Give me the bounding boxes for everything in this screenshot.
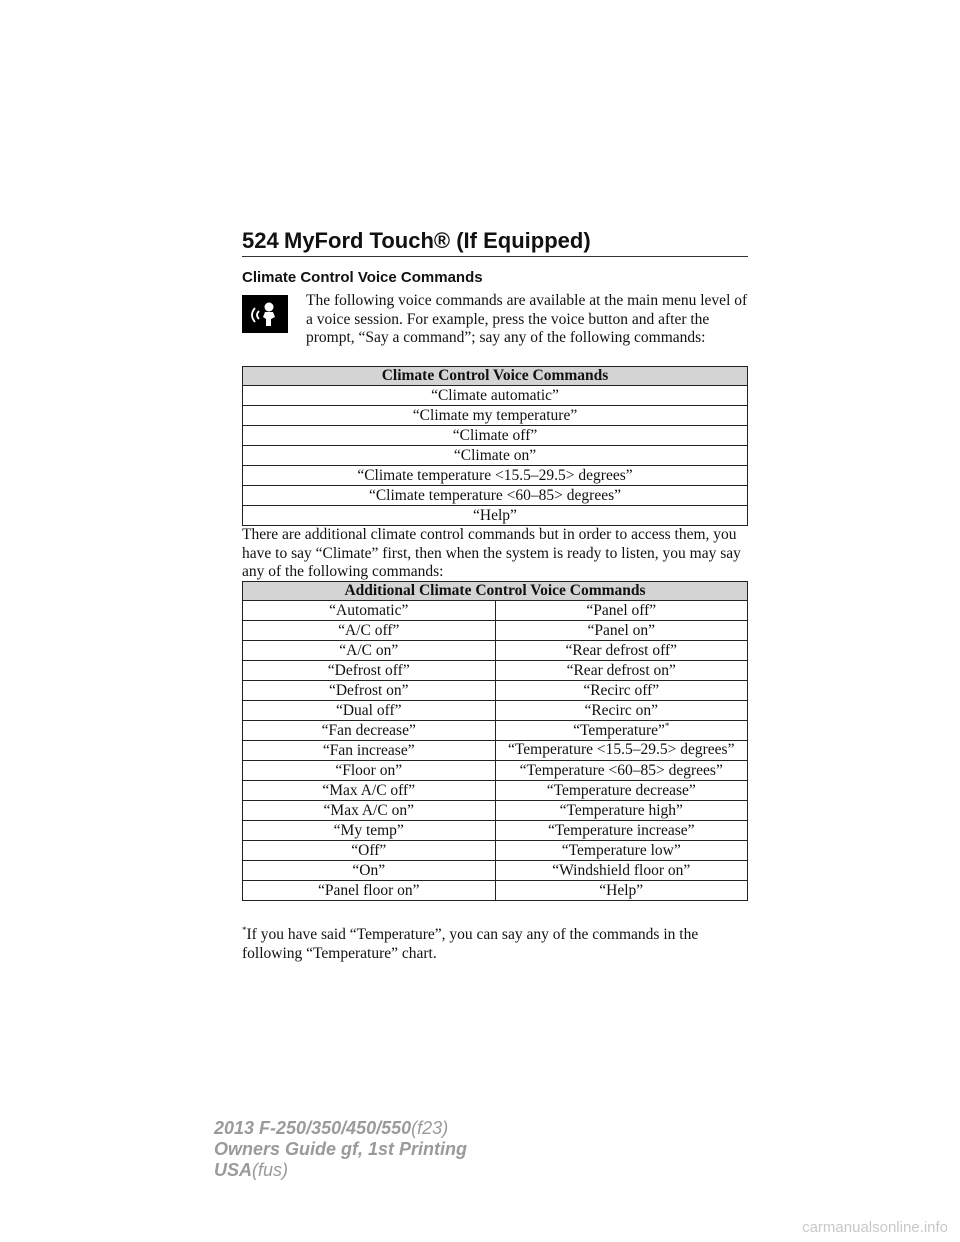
table-row <box>243 621 748 641</box>
table-row <box>243 406 748 426</box>
table-cell: “Fan increase” <box>243 741 496 761</box>
table-cell: “Floor on” <box>243 761 496 781</box>
footnote-marker: * <box>242 924 247 935</box>
table-cell: “Climate off” <box>243 426 748 446</box>
table-cell: “Defrost on” <box>243 681 496 701</box>
table-row <box>243 861 748 881</box>
table-row <box>243 601 748 621</box>
table-cell: “Temperature high” <box>495 801 748 821</box>
table-cell: “Panel off” <box>495 601 748 621</box>
table-row <box>243 821 748 841</box>
footnote <box>242 926 748 963</box>
additional-commands-table <box>242 581 748 901</box>
document-footer <box>214 1118 467 1181</box>
table-cell: “Climate my temperature” <box>243 406 748 426</box>
table-row <box>243 781 748 801</box>
table-row <box>243 486 748 506</box>
footer-line-2: Owners Guide gf, 1st Printing <box>214 1139 468 1159</box>
table-cell: “Recirc off” <box>495 681 748 701</box>
table-cell: “Panel on” <box>495 621 748 641</box>
table-row <box>243 881 748 901</box>
table-cell: “A/C off” <box>243 621 496 641</box>
table-cell: “Rear defrost off” <box>495 641 748 661</box>
table-cell: “Automatic” <box>243 601 496 621</box>
table-row <box>243 841 748 861</box>
footer-line-3: USA(fus) <box>214 1160 289 1180</box>
table-cell: “Off” <box>243 841 496 861</box>
table-row <box>243 661 748 681</box>
table-cell: “Rear defrost on” <box>495 661 748 681</box>
table-cell: “Help” <box>243 506 748 526</box>
table-cell: “Temperature decrease” <box>495 781 748 801</box>
intro-paragraph: The following voice commands are available at the main menu level of a voice session. For example, press the voice button and after the prompt, “Say a command”; say any of the following commands: <box>306 292 748 347</box>
table-cell: “My temp” <box>243 821 496 841</box>
table-cell: “Panel floor on” <box>243 881 496 901</box>
table-cell: “Climate temperature <15.5–29.5> degrees” <box>243 466 748 486</box>
table-row <box>243 506 748 526</box>
page-header <box>242 228 748 257</box>
table-header: Climate Control Voice Commands <box>243 367 748 386</box>
table-cell: “Dual off” <box>243 701 496 721</box>
table-cell: “Temperature <15.5–29.5> degrees” <box>495 741 748 761</box>
section-heading: Climate Control Voice Commands <box>242 269 483 286</box>
footer-line-1: 2013 F-250/350/450/550(f23) <box>214 1118 449 1138</box>
table-row <box>243 721 748 741</box>
table-cell: “Recirc on” <box>495 701 748 721</box>
table-cell: “Temperature increase” <box>495 821 748 841</box>
table-cell: “Max A/C off” <box>243 781 496 801</box>
table-cell: “Climate on” <box>243 446 748 466</box>
footnote-text: If you have said “Temperature”, you can say any of the commands in the following “Temperature” chart. <box>242 926 699 962</box>
table-cell: “Climate automatic” <box>243 386 748 406</box>
table-cell: “A/C on” <box>243 641 496 661</box>
table-cell: “Temperature <60–85> degrees” <box>495 761 748 781</box>
table-row <box>243 801 748 821</box>
table-row <box>243 741 748 761</box>
voice-button-icon <box>242 295 288 333</box>
page-number: 524 <box>242 228 279 253</box>
table-cell: “Defrost off” <box>243 661 496 681</box>
table-header: Additional Climate Control Voice Commands <box>243 582 748 601</box>
watermark: carmanualsonline.info <box>802 1219 948 1236</box>
table-cell: “Help” <box>495 881 748 901</box>
table-row <box>243 681 748 701</box>
table-row <box>243 641 748 661</box>
table-cell: “Fan decrease” <box>243 721 496 741</box>
table-row <box>243 426 748 446</box>
table-row <box>243 446 748 466</box>
climate-commands-table <box>242 366 748 526</box>
footnote-marker: * <box>664 720 670 731</box>
table-cell: “Max A/C on” <box>243 801 496 821</box>
table-cell: “Windshield floor on” <box>495 861 748 881</box>
table-row <box>243 761 748 781</box>
table-cell: “Temperature low” <box>495 841 748 861</box>
table-cell: “On” <box>243 861 496 881</box>
table-row <box>243 466 748 486</box>
table-cell: “Climate temperature <60–85> degrees” <box>243 486 748 506</box>
table-cell: “Temperature”* <box>495 721 748 741</box>
intro-block <box>242 292 748 348</box>
additional-commands-paragraph: There are additional climate control commands but in order to access them, you have to say “Climate” first, then when the system is ready to listen, you may say any of the following commands: <box>242 526 741 581</box>
table-row <box>243 386 748 406</box>
section-title: MyFord Touch® (If Equipped) <box>284 228 591 253</box>
table-row <box>243 701 748 721</box>
